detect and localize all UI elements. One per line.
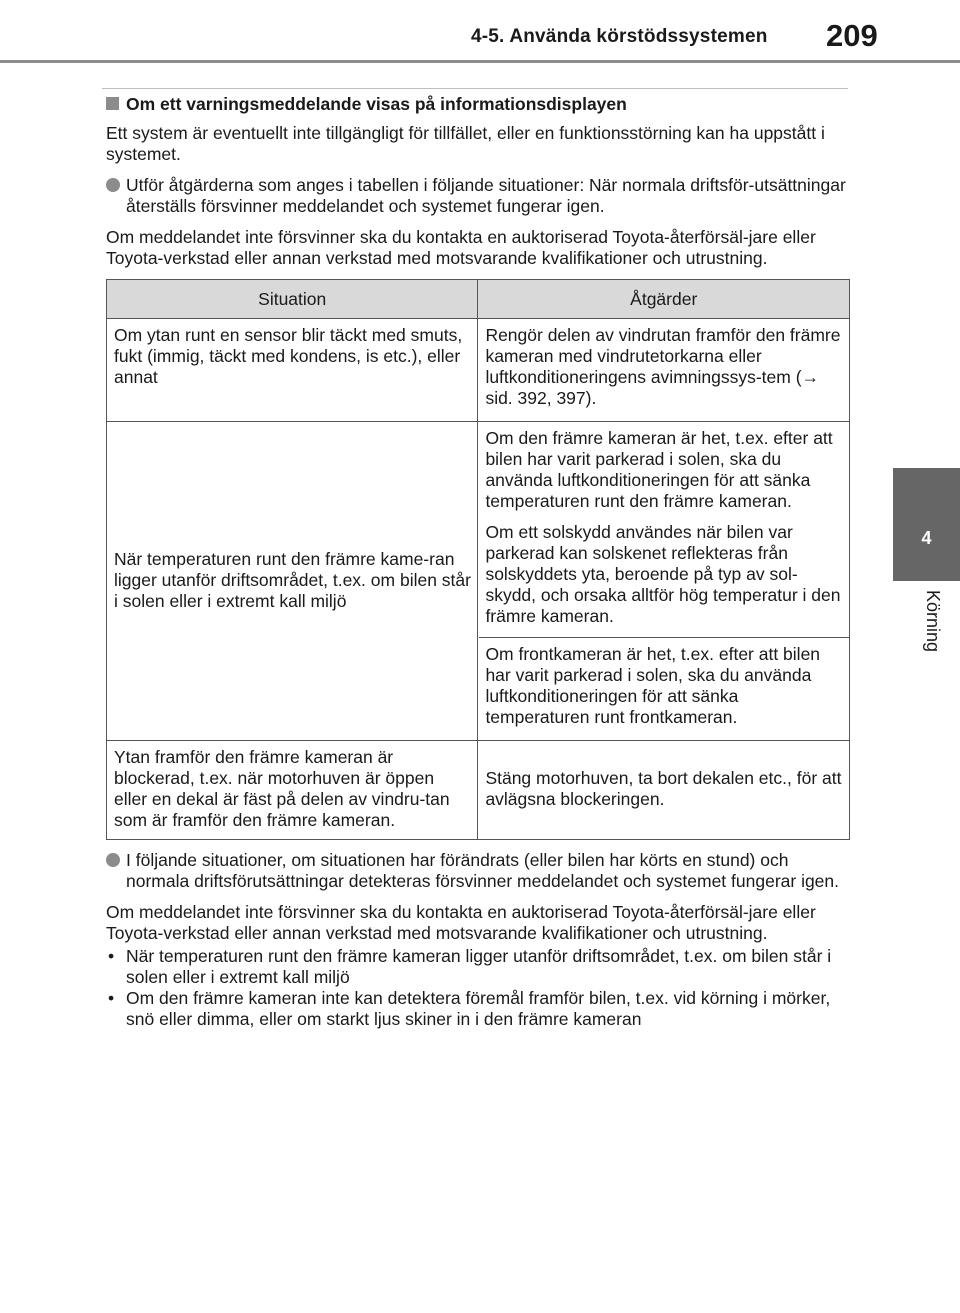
square-bullet-icon xyxy=(106,97,119,110)
table-row xyxy=(107,422,850,741)
intro-paragraph: Ett system är eventuellt inte tillgängligt för tillfället, eller en funktionsstörning kan ha uppstått i systemet. xyxy=(106,123,825,164)
header-title: 4-5. Använda körstödssystemen xyxy=(471,26,768,47)
row3-situation: Ytan framför den främre kameran är blockerad, t.ex. när motorhuven är öppen eller en dekal är fäst på delen av vindru-tan som är framför den främre kameran. xyxy=(107,741,478,840)
table-row xyxy=(107,741,850,840)
point-2 xyxy=(106,850,848,892)
chapter-tab xyxy=(893,468,960,581)
header-situation: Situation xyxy=(107,280,478,319)
condition-list xyxy=(106,946,848,1030)
row1-situation: Om ytan runt en sensor blir täckt med smuts, fukt (immig, täckt med kondens, is etc.), eller annat xyxy=(107,319,478,422)
list-item: • Om den främre kameran inte kan detektera föremål framför bilen, t.ex. vid körning i mörker, snö eller dimma, eller om starkt ljus skiner in i den främre kameran xyxy=(106,988,848,1030)
page-content xyxy=(106,92,848,1030)
row2-action-c: Om frontkameran är het, t.ex. efter att bilen har varit parkerad i solen, ska du använda luftkonditioneringen för att sänka temperaturen runt frontkameran. xyxy=(479,637,849,740)
header-actions: Åtgärder xyxy=(478,280,850,319)
page-number: 209 xyxy=(826,18,878,53)
contact-paragraph-1: Om meddelandet inte försvinner ska du kontakta en auktoriserad Toyota-återförsäl-jare eller Toyota-verkstad eller annan verkstad med motsvarande kvalifikationer och utrustning. xyxy=(106,227,816,268)
row3-action: Stäng motorhuven, ta bort dekalen etc., för att avlägsna blockeringen. xyxy=(478,741,850,840)
list-item: • När temperaturen runt den främre kameran ligger utanför driftsområdet, t.ex. om bilen står i solen eller i extremt kall miljö xyxy=(106,946,848,988)
row1-action: Rengör delen av vindrutan framför den främre kameran med vindrutetorkarna eller luftkonditioneringens avimningssys-tem (→ sid. 392, 397). xyxy=(478,319,850,422)
point-1-text: Utför åtgärderna som anges i tabellen i följande situationer: När normala driftsför-utsättningar återställs försvinner meddelandet och systemet fungerar igen. xyxy=(126,175,846,216)
circle-bullet-icon xyxy=(106,853,120,867)
section-heading xyxy=(106,94,848,115)
row2-actions xyxy=(478,422,850,741)
row2-situation: När temperaturen runt den främre kame-ran ligger utanför driftsområdet, t.ex. om bilen står i solen eller i extremt kall miljö xyxy=(107,422,478,741)
situation-table xyxy=(106,279,850,840)
chapter-number: 4 xyxy=(921,528,932,548)
row2-action-a: Om den främre kameran är het, t.ex. efter att bilen har varit parkerad i solen, ska du använda luftkonditioneringen för att sänka temperaturen runt den främre kameran. xyxy=(485,428,833,511)
point-2-text: I följande situationer, om situationen har förändrats (eller bilen har körts en stund) och normala driftsförutsättningar detekteras försvinner meddelandet och systemet fungerar igen. xyxy=(126,850,840,891)
chapter-label: Körning xyxy=(923,590,943,653)
table-header-row xyxy=(107,280,850,319)
table-row xyxy=(107,319,850,422)
point-1 xyxy=(106,175,848,217)
header-rule xyxy=(0,60,960,63)
section-divider xyxy=(102,88,848,89)
row2-action-b: Om ett solskydd användes när bilen var parkerad kan solskenet reflekteras från solskyddets yta, beroende på typ av sol-skydd, och orsaka alltför hög temperatur i den främre kameran. xyxy=(485,522,841,626)
contact-paragraph-2: Om meddelandet inte försvinner ska du kontakta en auktoriserad Toyota-återförsäl-jare eller Toyota-verkstad eller annan verkstad med motsvarande kvalifikationer och utrustning. xyxy=(106,902,816,943)
section-heading-text: Om ett varningsmeddelande visas på informationsdisplayen xyxy=(126,94,627,114)
circle-bullet-icon xyxy=(106,178,120,192)
